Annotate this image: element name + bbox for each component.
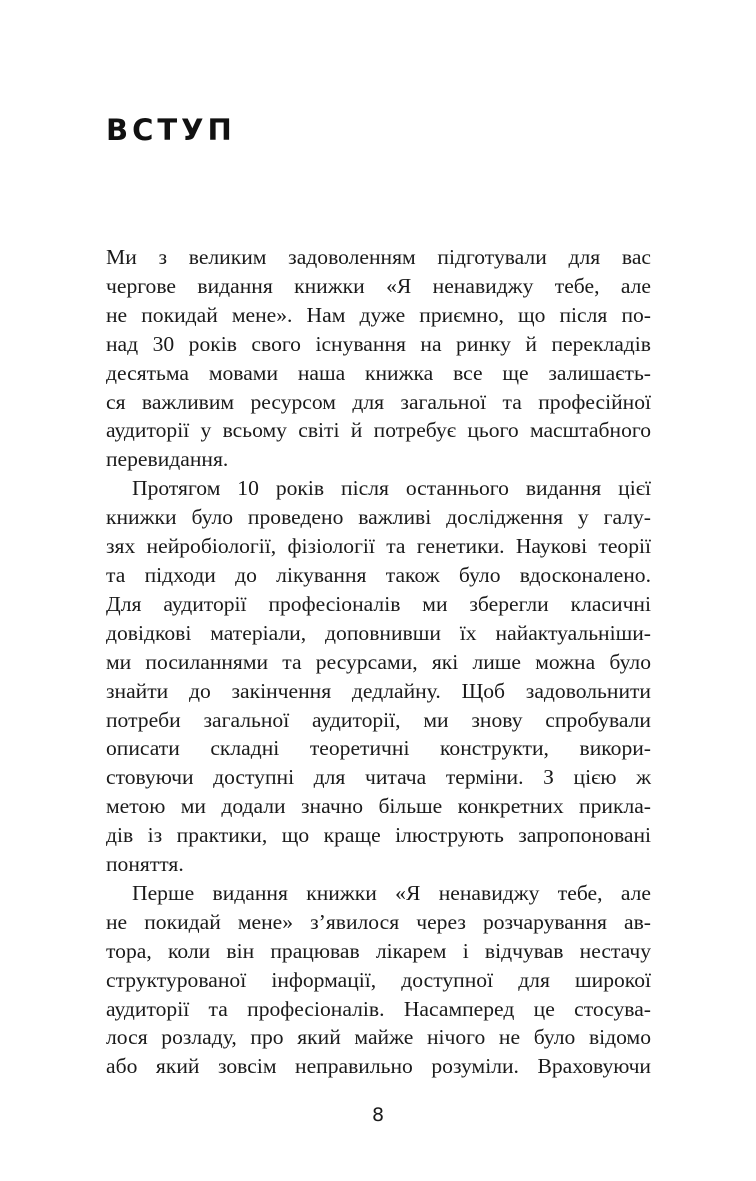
text-line: метою ми додали значно більше конкретних прикла- — [106, 794, 651, 819]
paragraph-2 — [106, 474, 651, 879]
page-number: 8 — [371, 1104, 385, 1126]
paragraph-3 — [106, 879, 651, 1081]
text-line: Для аудиторії професіоналів ми зберегли класичні — [106, 591, 651, 616]
text-line: потреби загальної аудиторії, ми знову спробували — [106, 707, 651, 732]
text-line: структурованої інформації, доступної для широкої — [106, 967, 651, 992]
text-line: Перше видання книжки «Я ненавиджу тебе, але — [132, 880, 651, 905]
text-line: довідкові матеріали, доповнивши їх найактуальніши- — [106, 620, 651, 645]
text-line: ся важливим ресурсом для загальної та професійної — [106, 389, 651, 414]
text-line: стовуючи доступні для читача терміни. З цією ж — [106, 765, 651, 790]
paragraph-1 — [106, 243, 651, 474]
text-line: чергове видання книжки «Я ненавиджу тебе, але — [106, 273, 651, 298]
text-line: не покидай мене» з’явилося через розчарування ав- — [106, 909, 651, 934]
text-line: знайти до закінчення дедлайну. Щоб задовольнити — [106, 678, 651, 703]
text-line: та підходи до лікування також було вдосконалено. — [106, 562, 651, 587]
text-line: зях нейробіології, фізіології та генетики. Наукові теорії — [106, 534, 651, 559]
text-line: або який зовсім неправильно розуміли. Враховуючи — [106, 1054, 651, 1079]
text-line: Ми з великим задоволенням підготували для вас — [106, 245, 651, 269]
text-line: перевидання. — [106, 447, 229, 472]
text-line: тора, коли він працював лікарем і відчував нестачу — [106, 938, 651, 963]
text-line: книжки було проведено важливі дослідження у галу- — [106, 505, 651, 530]
chapter-title: ВСТУП — [106, 113, 236, 147]
text-line: дів із практики, що краще ілюструють запропоновані — [106, 823, 651, 848]
text-line: Протягом 10 років після останнього видання цієї — [132, 476, 651, 501]
text-line: описати складні теоретичні конструкти, викори- — [106, 736, 651, 761]
text-line: над 30 років свого існування на ринку й перекладів — [106, 331, 651, 356]
text-line: не покидай мене». Нам дуже приємно, що після по- — [106, 302, 651, 327]
text-line: аудиторії та професіоналів. Насамперед це стосува- — [106, 996, 651, 1021]
text-line: ми посиланнями та ресурсами, які лише можна було — [106, 649, 651, 674]
body-text — [106, 243, 651, 1081]
text-line: аудиторії у всьому світі й потребує цього масштабного — [106, 418, 651, 443]
text-line: поняття. — [106, 852, 184, 877]
text-line: лося розладу, про який майже нічого не було відомо — [106, 1025, 651, 1050]
text-line: десятьма мовами наша книжка все ще залишаєть- — [106, 360, 651, 385]
